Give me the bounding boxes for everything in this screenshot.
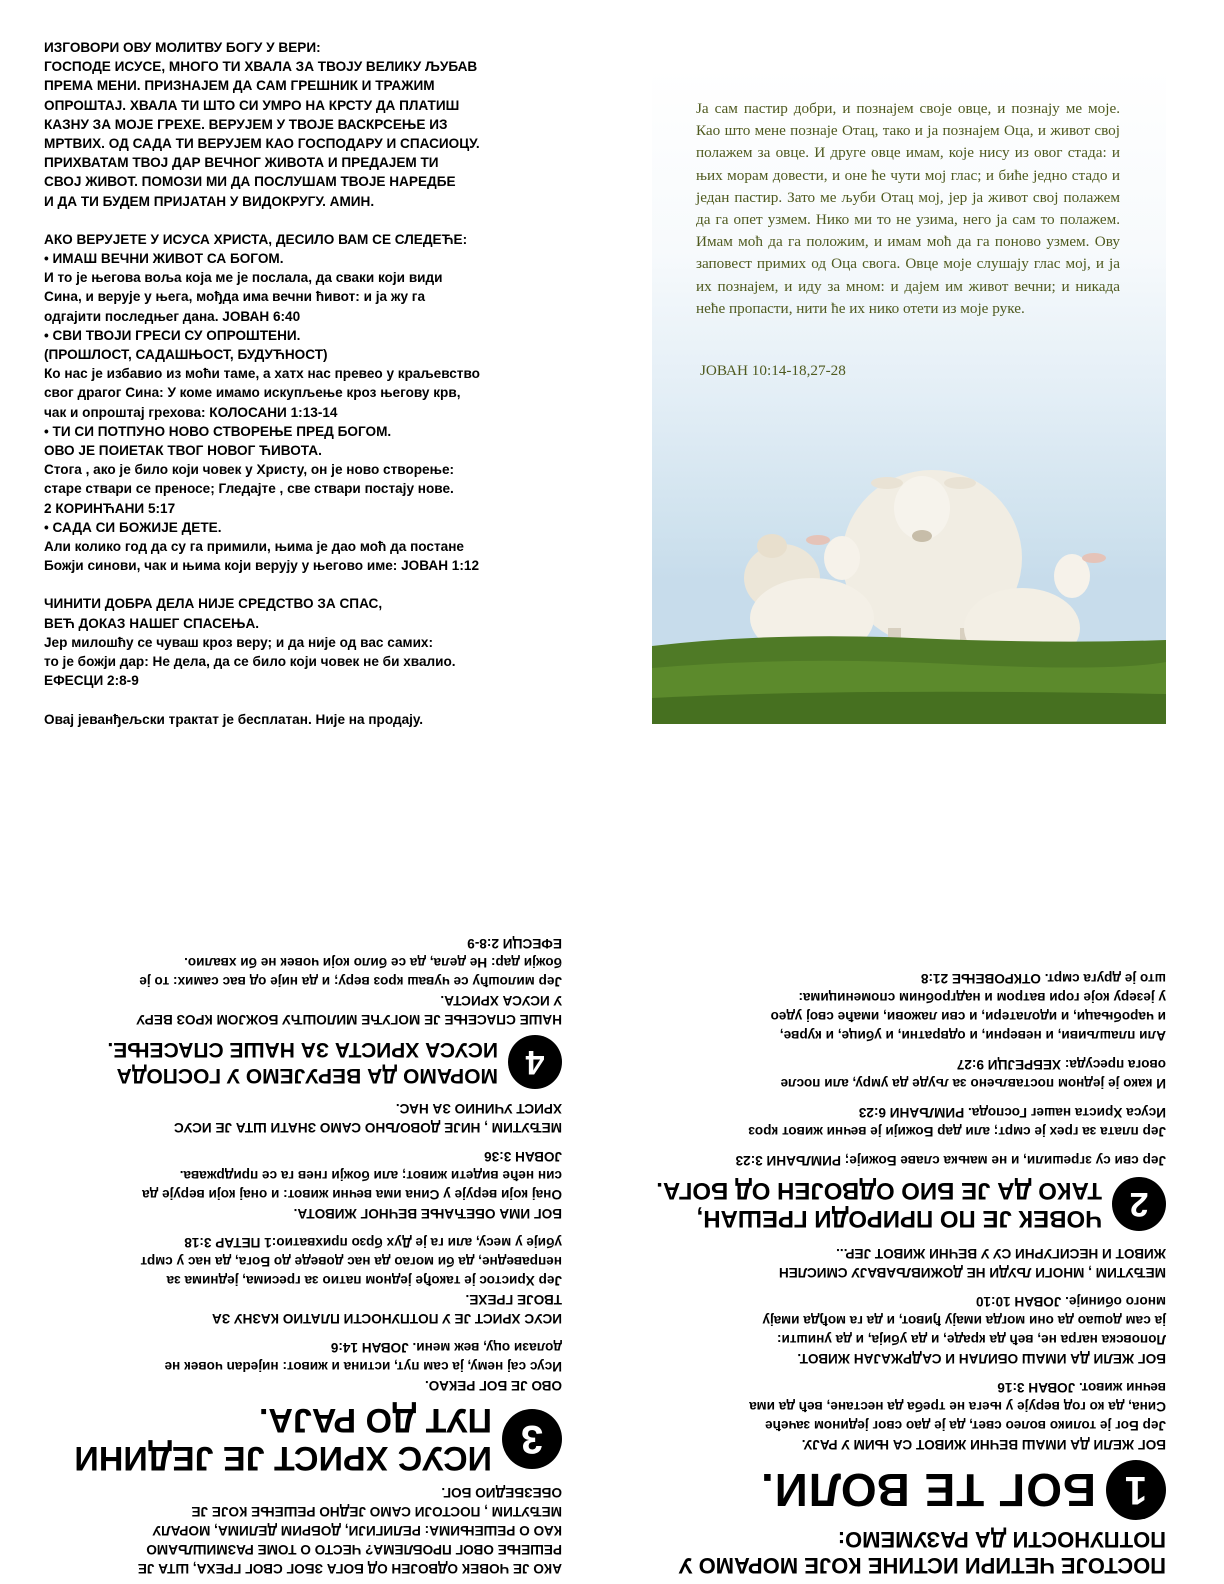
results-line: 2 КОРИНЋАНИ 5:17 (44, 500, 176, 516)
panel3-line: ИСУС ХРИСТ ЈЕ У ПОТПУНОСТИ ПЛАТИО КАЗНУ ЗА (211, 1311, 562, 1326)
results-line: чак и опроштај грехова: КОЛОСАНИ 1:13-14 (44, 404, 338, 420)
prayer-block (44, 38, 604, 211)
panel1-line: ја сам дошао да они могда имају ђивот, и да га мођда имају (762, 1313, 1166, 1328)
panel3-line: ТВОЈЕ ГРЕХЕ. (465, 1292, 562, 1307)
panel4-line: Јер милошћу се чуваш кроз веру; и да није од вас самих: то је (139, 974, 562, 989)
results-line: Стога , ако је било који човек у Христу, он је ново створење: (44, 462, 455, 478)
john-verse-text: Ја сам пастир добри, и познајем своје овце, и познају ме моје. Као што мене познаје Отац, тако и ја познајем Оца, и живот свој полажем за овце. И друге овце имам, које нису из овог стада: и њих морам довести, и оне ће чути мој глас; и биће једно стадо и један пастир. Зато ме љуби Отац мој, јер ја живот свој полажем да га опет узмем. Нико ми то не узима, него ја сам то полажем. Имам моћ да га положим, и имам моћ да га поново узмем. Ову заповест примих од Оца свога. Овце моје слушају глас мој, и ја их познајем, и иду за мном: и дајем им живот вечни; и никада неће пропасти, нити ће их нико отети из моје руке. (696, 100, 1120, 317)
panel1-line: БОГ ЖЕЛИ ДА ИМАШ ОБИЛАН И САДРЖАЈАН ЖИВОТ. (797, 1351, 1166, 1366)
panel2-line: и чаробњаци, и идолатери, и сви лажови, имаће свој удео (770, 1009, 1166, 1024)
results-line: (ПРОШЛОСТ, САДАШЊОСТ, БУДУЋНОСТ) (44, 347, 328, 363)
panel3-line: убије у месу, али га је Дух брзо прихватио:1 ПЕТАР 3:18 (184, 1235, 562, 1250)
works-line: ВЕЋ ДОКАЗ НАШЕГ СПАСЕЊА. (44, 615, 260, 631)
results-line: • САДА СИ БОЖИЈЕ ДЕТЕ. (44, 519, 222, 535)
panel3-intro-line: КАО О РЕШЕЊИМА: РЕЛИГИЈИ, ДОБРИМ ДЕЛИМА, МОРАЛУ (152, 1523, 562, 1538)
panel1-line: БОГ ЖЕЛИ ДА ИМАШ ВЕЧНИ ЖИВОТ СА ЊИМ У РАЈУ. (801, 1437, 1166, 1452)
prayer-line: ИЗГОВОРИ ОВУ МОЛИТВУ БОГУ У ВЕРИ: (44, 40, 321, 55)
prayer-line: ОПРОШТАЈ. ХВАЛА ТИ ШТО СИ УМРО НА КРСТУ ДА ПЛАТИШ (44, 97, 460, 113)
panel2-line: Јер сви су згрешили, и не мањка славе Божије; РИМЉАНИ 3:23 (735, 1153, 1166, 1168)
number-badge-2: 2 (1112, 1177, 1166, 1231)
panel4-line: ЕФЕСЦИ 2:8-9 (467, 936, 562, 951)
panel2-line: овога пресуда: ХЕБРЕЈЦИ 9:27 (956, 1057, 1166, 1072)
panel3-line: неправедне, да би могао да нас доведе до Бога, да нас у смрт (140, 1254, 562, 1269)
works-line: Јер милошћу се чуваш кроз веру; и да није од вас самих: (44, 634, 434, 650)
panel1-line: Сина, да ко год верује у њега не треба да нестане, већ да има (749, 1399, 1166, 1414)
results-line: Ко нас је избавио из моћи таме, а хатх нас превео у краљевство (44, 366, 480, 382)
panel2-line: што је друга смрт. ОТКРОВЕЊЕ 21:8 (920, 971, 1166, 986)
works-line: то је божји дар: Не дела, да се било који човек не би хвалио. (44, 654, 456, 670)
heading-man-sinful: ЧОВЕК ЈЕ ПО ПРИРОДИ ГРЕШАН, ТАКО ДА ЈЕ БИО ОДВОЈЕН ОД БОГА. (656, 1177, 1102, 1232)
panel-truths-3-4 (40, 934, 562, 1578)
panel2-line: у језеру које гори ватром и надгробним споменицима: (798, 990, 1166, 1005)
panel3-intro-line: РЕШЕЊЕ ОВОГ ПРОБЛЕМА? ЧЕСТО О ТОМЕ РАЗМИШЉАМО (146, 1542, 562, 1557)
results-line: • СВИ ТВОЈИ ГРЕСИ СУ ОПРОШТЕНИ. (44, 327, 301, 343)
panel3-intro-line: МЕЂУТИМ , ПОСТОЈИ САМО ЈЕДНО РЕШЕЊЕ КОЈЕ ЈЕ (191, 1504, 562, 1519)
panel3-body (40, 1099, 562, 1395)
works-block (44, 594, 604, 690)
panel1-line: вечни живот. ЈОВАН 3:16 (997, 1380, 1166, 1395)
results-line: • ИМАШ ВЕЧНИ ЖИВОТ СА БОГОМ. (44, 251, 284, 267)
prayer-column (44, 38, 604, 729)
prayer-line: СВОЈ ЖИВОТ. ПОМОЗИ МИ ДА ПОСЛУШАМ ТВОЈЕ НАРЕДБЕ (44, 174, 456, 190)
panel3-intro-line: АКО ЈЕ ЧОВЕК ОДВОЈЕН ОД БОГА ЗБОГ СВОГ ГРЕХА, ШТА ЈЕ (137, 1561, 562, 1576)
prayer-line: ПРИХВАТАМ ТВОЈ ДАР ВЕЧНОГ ЖИВОТА И ПРЕДАЈЕМ ТИ (44, 155, 439, 171)
panel-truths-1-2 (644, 969, 1166, 1578)
four-truths-intro: ПОСТОЈЕ ЧЕТИРИ ИСТИНЕ КОЈЕ МОРАМО У ПОТПУНОСТИ ДА РАЗУМЕМО: (678, 1527, 1166, 1578)
heading-jesus-only-way: ИСУС ХРИСТ ЈЕ ЈЕДИНИ ПУТ ДО РАЈА. (74, 1401, 492, 1477)
panel1-line: Лоповска награ не, већ да краде, и да убија, и да уништи: (776, 1332, 1166, 1347)
panel2-line: И како је једном постављено за људе да умру, али после (780, 1076, 1166, 1091)
panel3-line: ОВО ЈЕ БОГ РЕКАО. (424, 1378, 562, 1393)
prayer-line: И ДА ТИ БУДЕМ ПРИЈАТАН У ВИДОКРУГУ. АМИН. (44, 193, 375, 209)
prayer-line: КАЗНУ ЗА МОЈЕ ГРЕХЕ. ВЕРУЈЕМ У ТВОЈЕ ВАСКРСЕЊЕ ИЗ (44, 116, 448, 132)
panel2-line: Исуса Христа нашег Господа. РИМЉАНИ 6:23 (858, 1105, 1166, 1120)
panel3-line: Јер Христос је такође једном патио за гресима, једнима за (166, 1273, 562, 1288)
works-line: ЕФЕСЦИ 2:8-9 (44, 673, 139, 689)
grass-hill (652, 628, 1166, 724)
panel3-line: МЕЂУТИМ , НИЈЕ ДОВОЉНО САМО ЗНАТИ ШТА ЈЕ ИСУС (173, 1120, 562, 1135)
panel1-line: Јер Бог је толико волео свет, да је дао свог једином зачеће (765, 1418, 1166, 1433)
works-line: ЧИНИТИ ДОБРА ДЕЛА НИЈЕ СРЕДСТВО ЗА СПАС, (44, 596, 383, 612)
panel4-body (40, 934, 562, 1029)
free-tract-note: Овај јеванђељски трактат је бесплатан. Није на продају. (44, 711, 424, 727)
results-line: старе ствари се преносе; Гледајте , све ствари постају нове. (44, 481, 454, 497)
panel3-intro-line: ОБЕЗБЕДИО БОГ. (441, 1485, 562, 1500)
panel4-line: У ИСУСА ХРИСТА. (440, 993, 562, 1008)
panel4-line: НАШЕ СПАСЕЊЕ ЈЕ МОГУЋЕ МИЛОШЋУ БОЖЈОМ КРОЗ ВЕРУ (136, 1012, 562, 1027)
number-badge-4: 4 (508, 1035, 562, 1089)
prayer-line: ГОСПОДЕ ИСУСЕ, МНОГО ТИ ХВАЛА ЗА ТВОЈУ ВЕЛИКУ ЉУБАВ (44, 59, 478, 75)
tract-inner-panels (0, 790, 1224, 1584)
panel1-line: ЖИВОТ И НЕСИГУРНИ СУ У ВЕЧНИ ЖИВОТ ЈЕР... (836, 1246, 1166, 1261)
panel3-line: Онај који верује у Сина има вечни живот: и онај који верује да (142, 1187, 562, 1202)
number-badge-1: 1 (1106, 1460, 1166, 1520)
panel3-line: долази оцу, веж мени. ЈОВАН 14:6 (330, 1340, 562, 1355)
results-line: Божји синови, чак и њима који верују у његово име: ЈОВАН 1:12 (44, 558, 479, 574)
panel3-intro (40, 1483, 562, 1578)
panel3-line: ЈОВАН 3:36 (484, 1149, 562, 1164)
results-line: И то је његова воља која ме је послала, да сваки који види (44, 270, 443, 286)
number-badge-3: 3 (502, 1409, 562, 1469)
panel3-line: син неће видети живот; али божји гнев га се придржава. (179, 1168, 562, 1183)
verse-reference: ЈОВАН 10:14-18,27-28 (700, 362, 846, 379)
panel4-line: божји дар: Не дела, да се било који човек не би хвалио. (184, 955, 562, 970)
panel3-line: БОГ ИМА ОБЕЋАЊЕ ВЕЧНОГ ЖИВОТА. (293, 1206, 562, 1221)
sheep-photo-panel (652, 68, 1166, 724)
panel1-body (644, 1244, 1166, 1454)
results-line: Али колико год да су га примили, њима је дао моћ да постане (44, 539, 464, 555)
heading-believe-in-jesus: МОРАМО ДА ВЕРУЈЕМО У ГОСПОДА ИСУСА ХРИСТА ЗА НАШЕ СПАСЕЊЕ. (107, 1038, 498, 1087)
panel2-line: Али плашљиви, и неверни, и одвратни, и убице, и курве, (779, 1028, 1166, 1043)
results-block (44, 230, 604, 576)
panel3-line: Исус сај нему, ја сам пут, истина и живот: нијеdan човек не (164, 1359, 562, 1374)
prayer-line: ПРЕМА МЕНИ. ПРИЗНАЈЕМ ДА САМ ГРЕШНИК И ТРАЖИМ (44, 78, 435, 94)
prayer-line: МРТВИХ. ОД САДА ТИ ВЕРУЈЕМ КАО ГОСПОДАРУ И СПАСИОЦУ. (44, 136, 480, 152)
results-line: одгајити последњег дана. ЈОВАН 6:40 (44, 308, 301, 324)
results-line: свог драгог Сина: У коме имамо искупљење кроз његову крв, (44, 385, 461, 401)
heading-god-loves-you: БОГ ТЕ ВОЛИ. (759, 1464, 1096, 1516)
panel1-line: много обиније. ЈОВАН 10:10 (975, 1294, 1166, 1309)
results-line: • ТИ СИ ПОТПУНО НОВО СТВОРЕЊЕ ПРЕД БОГОМ. (44, 423, 392, 439)
panel2-body (644, 969, 1166, 1170)
results-line: ОВО ЈЕ ПОИЕТАК ТВОГ НОВОГ ЋИВОТА. (44, 443, 322, 459)
panel1-line: МЕЂУТИМ , МНОГИ ЉУДИ НЕ ДОЖИВЉАВАЈУ СМИСЛЕН (778, 1265, 1166, 1280)
results-line: Сина, и верује у њега, мођда има вечни ћивот: и ја жу га (44, 289, 426, 305)
panel2-line: Јер плата за грех је смрт; али дар Божији је вечни живот кроз (748, 1124, 1166, 1139)
results-line: АКО ВЕРУЈЕТЕ У ИСУСА ХРИСТА, ДЕСИЛО ВАМ СЕ СЛЕДЕЋЕ: (44, 231, 468, 247)
panel3-line: ХРИСТ УЧИНИО ЗА НАС. (395, 1101, 562, 1116)
